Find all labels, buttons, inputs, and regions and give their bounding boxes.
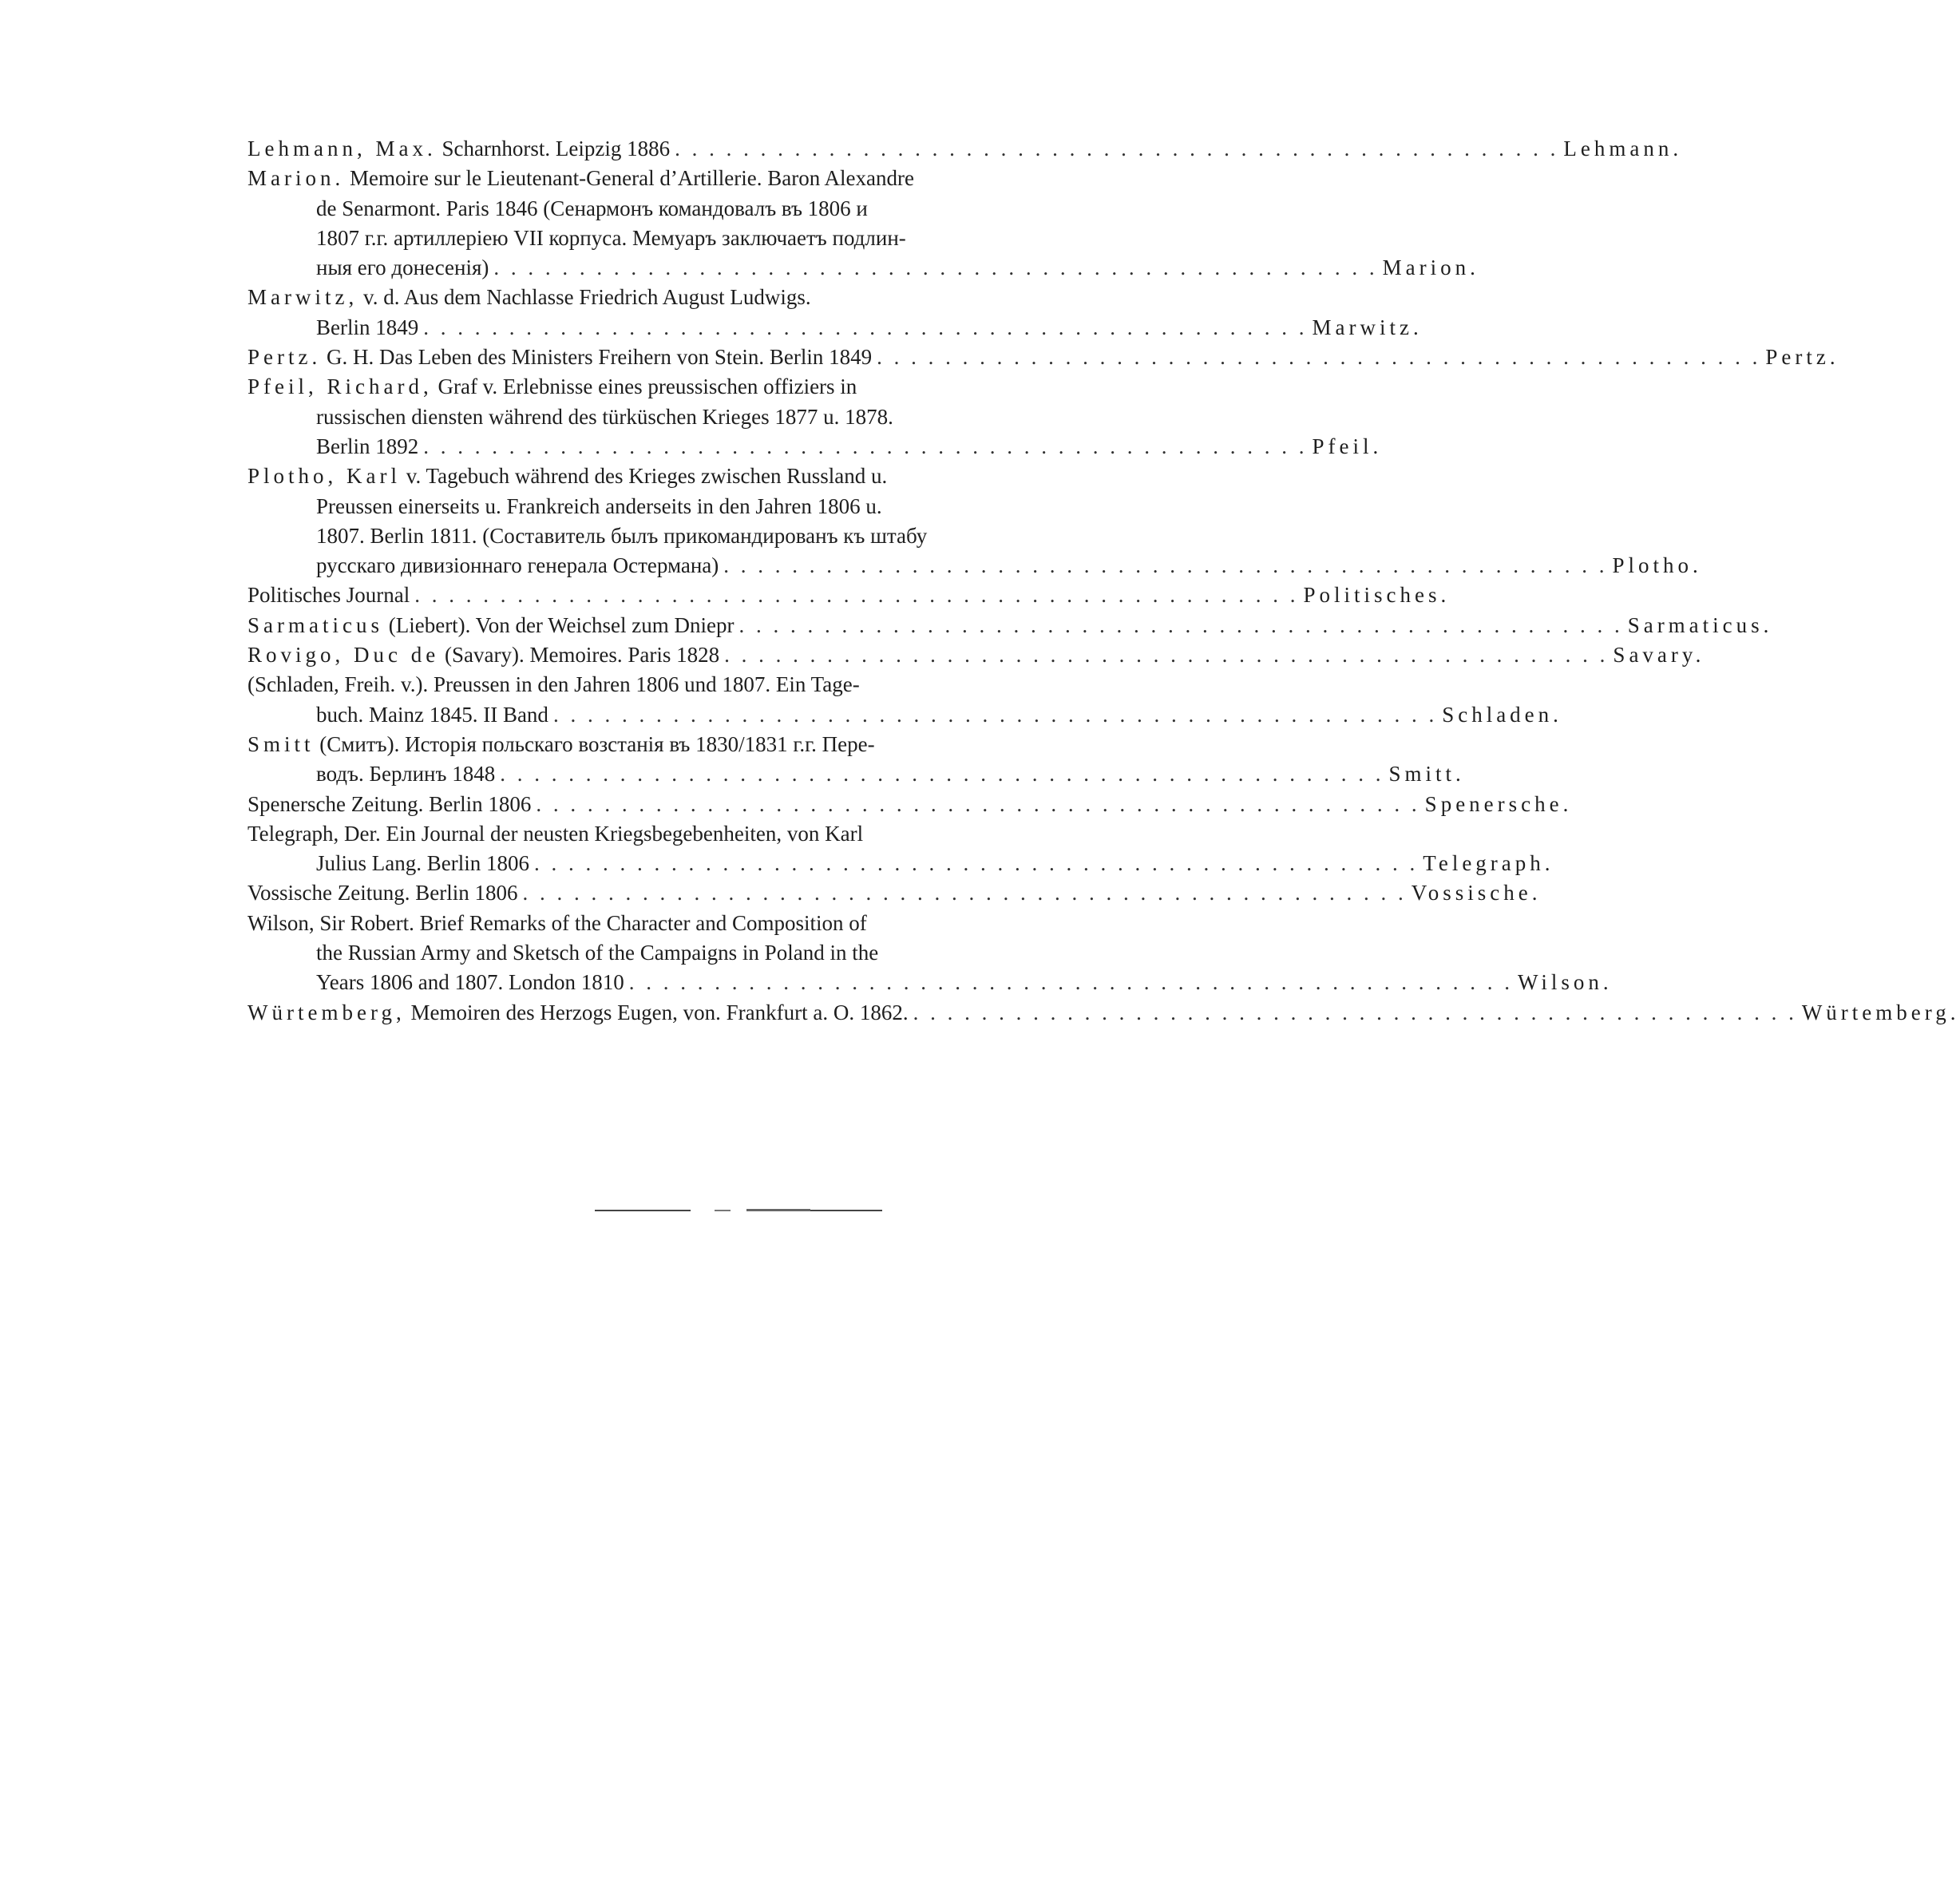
bibliography-entry bbox=[247, 670, 1562, 730]
leader-dots: . . . . . . . . . . . . . . . . . . . . . . . . . . . . . . . . . . . . . . . . . . . . . . . . . . . . bbox=[423, 434, 1308, 458]
abbreviation-key: Pertz. bbox=[1765, 345, 1839, 370]
leader-dots: . . . . . . . . . . . . . . . . . . . . . . . . . . . . . . . . . . . . . . . . . . . . . . . . . . . . bbox=[877, 345, 1761, 370]
entry-title: (Смитъ). Исторія польскаго возстанія въ 1830/1831 г.г. Пере- bbox=[314, 731, 875, 756]
entry-line bbox=[247, 224, 1022, 253]
entry-title: Telegraph, Der. Ein Journal der neusten Kriegsbegebenheiten, von Karl bbox=[247, 821, 864, 846]
entry-text bbox=[247, 730, 875, 759]
author-name: Pfeil, Richard, bbox=[247, 374, 433, 399]
bibliography-entry bbox=[247, 283, 1423, 343]
entry-title: 1807 г.г. артиллеріею VII корпуса. Мемуаръ заключаетъ подлин- bbox=[316, 225, 906, 250]
abbreviation-key: Spenersche. bbox=[1424, 791, 1573, 816]
leader-dots: . . . . . . . . . . . . . . . . . . . . . . . . . . . . . . . . . . . . . . . . . . . . . . . . . . . . bbox=[423, 315, 1308, 339]
abbreviation-key: Plotho. bbox=[1612, 553, 1702, 578]
closing-divider bbox=[595, 1208, 882, 1213]
entry-line bbox=[247, 998, 1960, 1028]
entry-text bbox=[247, 670, 860, 699]
entry-text bbox=[247, 640, 719, 670]
author-name: Plotho, Karl bbox=[247, 464, 401, 489]
author-name: Smitt bbox=[247, 731, 315, 756]
abbreviation-key: Pfeil. bbox=[1312, 434, 1383, 458]
entry-text bbox=[316, 759, 495, 789]
entry-title: Berlin 1892 bbox=[316, 434, 419, 458]
entry-title: 1807. Berlin 1811. (Составитель былъ прикомандированъ къ штабу bbox=[316, 523, 928, 548]
entry-title: buch. Mainz 1845. II Band bbox=[316, 702, 548, 727]
entry-text bbox=[247, 878, 517, 908]
entry-title: de Senarmont. Paris 1846 (Сенармонъ командовалъ въ 1806 и bbox=[316, 196, 868, 220]
entry-line bbox=[247, 938, 1022, 968]
entry-title: русскаго дивизіоннаго генерала Остермана) bbox=[316, 553, 719, 578]
entry-title: Julius Lang. Berlin 1806 bbox=[316, 851, 529, 876]
bibliography-entry bbox=[247, 134, 1683, 164]
bibliography-entry bbox=[247, 730, 1465, 790]
entry-line bbox=[247, 134, 1683, 164]
abbreviation-key: Smitt. bbox=[1388, 762, 1465, 787]
abbreviation-key: Telegraph. bbox=[1423, 851, 1554, 876]
entry-title: Memoiren des Herzogs Eugen, von. Frankfurt a. O. 1862. bbox=[405, 1000, 909, 1024]
bibliography-entry bbox=[247, 164, 1479, 283]
bibliography-entry bbox=[247, 998, 1960, 1028]
entry-line bbox=[247, 551, 1702, 581]
entry-text bbox=[247, 998, 909, 1028]
bibliography-entry bbox=[247, 878, 1542, 908]
entry-text bbox=[316, 521, 927, 551]
entry-line bbox=[247, 402, 1022, 432]
abbreviation-key: Schladen. bbox=[1442, 702, 1562, 727]
entry-text bbox=[316, 968, 624, 997]
abbreviation-key: Marwitz. bbox=[1312, 315, 1423, 339]
entry-line bbox=[247, 670, 1022, 699]
leader-dots: . . . . . . . . . . . . . . . . . . . . . . . . . . . . . . . . . . . . . . . . . . . . . . . . . . . . bbox=[414, 583, 1299, 608]
entry-line bbox=[247, 790, 1573, 819]
entry-title: Spenersche Zeitung. Berlin 1806 bbox=[247, 791, 532, 816]
author-name: Marion. bbox=[247, 166, 345, 191]
abbreviation-key: Wilson. bbox=[1518, 970, 1613, 995]
entry-line bbox=[247, 492, 1022, 521]
abbreviation-key: Sarmaticus. bbox=[1627, 612, 1773, 637]
entry-text bbox=[316, 194, 868, 224]
entry-title: (Schladen, Freih. v.). Preussen in den Jahren 1806 und 1807. Ein Tage- bbox=[247, 672, 860, 697]
entry-title: G. H. Das Leben des Ministers Freihern von Stein. Berlin 1849 bbox=[321, 345, 873, 370]
entry-line bbox=[247, 611, 1773, 640]
entry-text bbox=[247, 372, 857, 402]
entry-text bbox=[316, 938, 878, 968]
entry-text bbox=[316, 849, 529, 878]
entry-title: the Russian Army and Sketsch of the Campaigns in Poland in the bbox=[316, 941, 879, 965]
entry-text bbox=[247, 581, 410, 610]
entry-line bbox=[247, 819, 1022, 849]
entry-line bbox=[247, 372, 1022, 402]
author-name: Würtemberg, bbox=[247, 1000, 406, 1024]
entry-line bbox=[247, 581, 1451, 610]
entry-text bbox=[316, 551, 719, 581]
entry-title: Wilson, Sir Robert. Brief Remarks of the Character and Composition of bbox=[247, 910, 867, 935]
author-name: Pertz. bbox=[247, 345, 322, 370]
entry-title: Vossische Zeitung. Berlin 1806 bbox=[247, 881, 518, 905]
author-name: Lehmann, Max. bbox=[247, 137, 437, 160]
entry-text bbox=[247, 462, 887, 491]
entry-text bbox=[247, 134, 670, 164]
leader-dots: . . . . . . . . . . . . . . . . . . . . . . . . . . . . . . . . . . . . . . . . . . . . . . . . . . . . bbox=[913, 1000, 1797, 1024]
entry-title: russischen diensten während des türküschen Krieges 1877 u. 1878. bbox=[316, 404, 893, 429]
entry-line bbox=[247, 432, 1383, 462]
author-name: Sarmaticus bbox=[247, 612, 383, 637]
leader-dots: . . . . . . . . . . . . . . . . . . . . . . . . . . . . . . . . . . . . . . . . . . . . . . . . . . . . bbox=[552, 702, 1438, 727]
entry-title: водъ. Берлинъ 1848 bbox=[316, 762, 496, 787]
bibliography-entry bbox=[247, 581, 1451, 610]
entry-text bbox=[247, 909, 867, 938]
entry-title: (Liebert). Von der Weichsel zum Dniepr bbox=[382, 612, 735, 637]
entry-text bbox=[247, 164, 914, 193]
entry-line bbox=[247, 759, 1465, 789]
bibliography-list bbox=[247, 134, 1960, 1028]
entry-text bbox=[316, 402, 893, 432]
author-name: Marwitz, bbox=[247, 285, 358, 310]
entry-line bbox=[247, 462, 1022, 491]
leader-dots: . . . . . . . . . . . . . . . . . . . . . . . . . . . . . . . . . . . . . . . . . . . . . . . . . . . . bbox=[522, 881, 1407, 905]
leader-dots: . . . . . . . . . . . . . . . . . . . . . . . . . . . . . . . . . . . . . . . . . . . . . . . . . . . . bbox=[628, 970, 1513, 995]
entry-title: ныя его донесенія) bbox=[316, 256, 489, 280]
entry-text bbox=[316, 253, 489, 283]
entry-line bbox=[247, 313, 1423, 343]
entry-text bbox=[316, 224, 906, 253]
entry-line bbox=[247, 343, 1839, 372]
leader-dots: . . . . . . . . . . . . . . . . . . . . . . . . . . . . . . . . . . . . . . . . . . . . . . . . . . . . bbox=[500, 762, 1384, 787]
abbreviation-key: Vossische. bbox=[1411, 881, 1542, 905]
entry-title: (Savary). Memoires. Paris 1828 bbox=[439, 643, 720, 668]
entry-text bbox=[247, 611, 734, 640]
entry-text bbox=[247, 819, 863, 849]
leader-dots: . . . . . . . . . . . . . . . . . . . . . . . . . . . . . . . . . . . . . . . . . . . . . . . . . . . . bbox=[723, 553, 1608, 578]
abbreviation-key: Würtemberg. bbox=[1801, 1000, 1960, 1024]
entry-text bbox=[316, 432, 418, 462]
bibliography-entry bbox=[247, 611, 1773, 640]
bibliography-entry bbox=[247, 819, 1554, 879]
entry-text bbox=[247, 283, 811, 312]
entry-line bbox=[247, 253, 1479, 283]
bibliography-entry bbox=[247, 462, 1702, 581]
entry-title: Years 1806 and 1807. London 1810 bbox=[316, 970, 624, 995]
entry-title: Politisches Journal bbox=[247, 583, 410, 608]
leader-dots: . . . . . . . . . . . . . . . . . . . . . . . . . . . . . . . . . . . . . . . . . . . . . . . . . . . . bbox=[493, 256, 1378, 280]
leader-dots: . . . . . . . . . . . . . . . . . . . . . . . . . . . . . . . . . . . . . . . . . . . . . . . . . . . . bbox=[724, 643, 1609, 668]
abbreviation-key: Marion. bbox=[1382, 256, 1479, 280]
leader-dots: . . . . . . . . . . . . . . . . . . . . . . . . . . . . . . . . . . . . . . . . . . . . . . . . . . . . bbox=[533, 851, 1419, 876]
entry-text bbox=[316, 700, 548, 730]
leader-dots: . . . . . . . . . . . . . . . . . . . . . . . . . . . . . . . . . . . . . . . . . . . . . . . . . . . . bbox=[738, 612, 1623, 637]
entry-line bbox=[247, 878, 1542, 908]
entry-line bbox=[247, 700, 1562, 730]
bibliography-entry bbox=[247, 343, 1839, 372]
entry-line bbox=[247, 521, 1022, 551]
entry-text bbox=[316, 313, 418, 343]
bibliography-entry bbox=[247, 372, 1383, 462]
entry-line bbox=[247, 164, 1022, 193]
entry-title: v. d. Aus dem Nachlasse Friedrich August Ludwigs. bbox=[358, 285, 811, 310]
entry-line bbox=[247, 640, 1705, 670]
entry-text bbox=[247, 790, 531, 819]
entry-line bbox=[247, 730, 1022, 759]
leader-dots: . . . . . . . . . . . . . . . . . . . . . . . . . . . . . . . . . . . . . . . . . . . . . . . . . . . . bbox=[536, 791, 1420, 816]
entry-title: Scharnhorst. Leipzig 1886 bbox=[436, 137, 671, 160]
entry-text bbox=[316, 492, 882, 521]
bibliography-entry bbox=[247, 790, 1573, 819]
entry-line bbox=[247, 968, 1613, 997]
bibliography-entry bbox=[247, 640, 1705, 670]
abbreviation-key: Politisches. bbox=[1303, 583, 1451, 608]
entry-title: Berlin 1849 bbox=[316, 315, 419, 339]
entry-line bbox=[247, 909, 1022, 938]
entry-line bbox=[247, 283, 1022, 312]
entry-line bbox=[247, 849, 1554, 878]
entry-title: Preussen einerseits u. Frankreich anderseits in den Jahren 1806 u. bbox=[316, 493, 882, 518]
leader-dots: . . . . . . . . . . . . . . . . . . . . . . . . . . . . . . . . . . . . . . . . . . . . . . . . . . . . bbox=[675, 137, 1559, 160]
entry-title: Memoire sur le Lieutenant-General d’Artillerie. Baron Alexandre bbox=[344, 166, 914, 191]
author-name: Rovigo, Duc de bbox=[247, 643, 440, 668]
abbreviation-key: Lehmann. bbox=[1563, 137, 1683, 160]
bibliography-entry bbox=[247, 909, 1613, 998]
entry-title: Graf v. Erlebnisse eines preussischen offiziers in bbox=[432, 374, 857, 399]
entry-text bbox=[247, 343, 872, 372]
entry-title: v. Tagebuch während des Krieges zwischen Russland u. bbox=[401, 464, 888, 489]
abbreviation-key: Savary. bbox=[1613, 643, 1705, 668]
entry-line bbox=[247, 194, 1022, 224]
